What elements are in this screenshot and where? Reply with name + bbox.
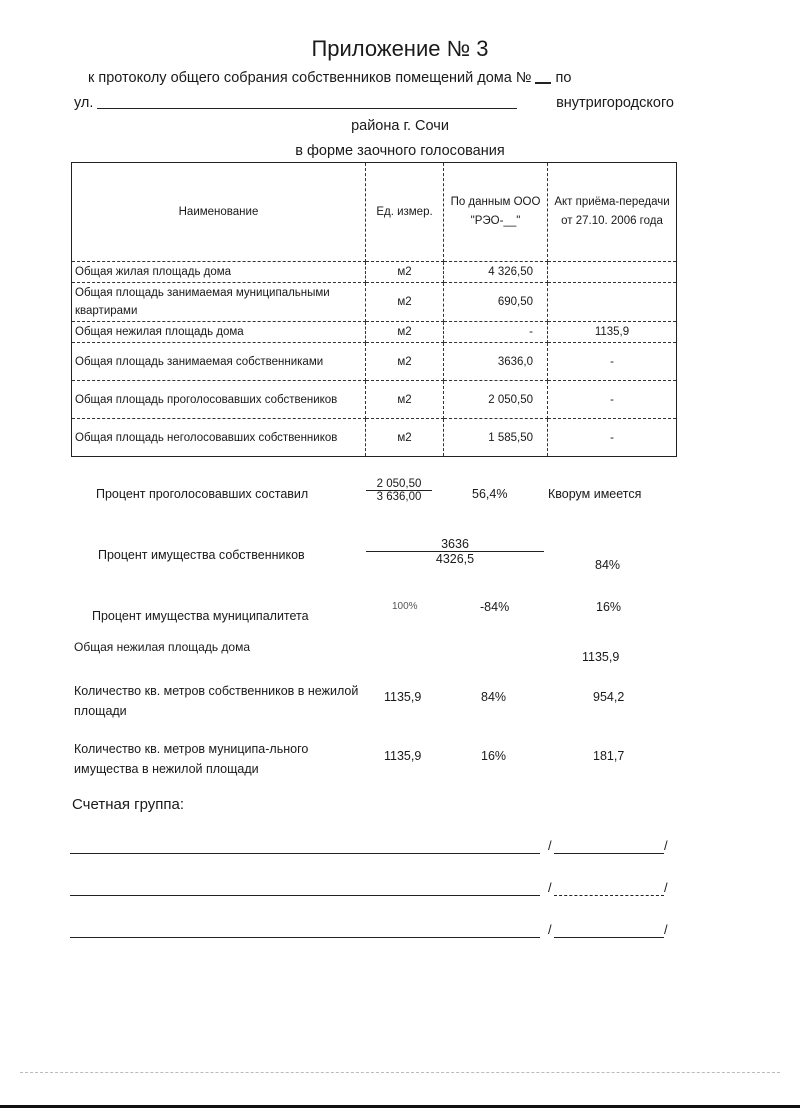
owners-sqm-pct: 84% [481, 690, 507, 704]
voted-result: 56,4% [472, 487, 508, 501]
row-act-value [548, 262, 677, 283]
row-unit: м2 [366, 262, 444, 283]
signature-slash-close: / [664, 922, 668, 937]
municipal-sqm-pct: 16% [481, 749, 507, 763]
row-name: Общая площадь проголосовавших собствеников [72, 381, 366, 419]
signature-sign-line[interactable] [554, 853, 664, 854]
house-number-blank[interactable] [535, 82, 551, 84]
signature-name-line[interactable] [70, 895, 540, 896]
signature-sign-line[interactable] [554, 937, 664, 938]
header-line-2 [74, 95, 674, 111]
row-act-value: - [548, 343, 677, 381]
owners-sqm-label: Количество кв. метров собственников в нежилой площади [74, 684, 359, 718]
municipal-share-minus: -84% [480, 600, 510, 614]
row-name: Общая площадь занимаемая собственниками [72, 343, 366, 381]
owners-sqm-base: 1135,9 [384, 690, 422, 704]
owners-share-label: Процент имущества собственников [98, 548, 305, 562]
table-row [72, 419, 677, 457]
row-name: Общая жилая площадь дома [72, 262, 366, 283]
signature-name-line[interactable] [70, 853, 540, 854]
row-name: Общая площадь неголосовавших собственников [72, 419, 366, 457]
voted-numerator: 2 050,50 [366, 478, 432, 491]
street-prefix: ул. [74, 95, 94, 111]
table-row [72, 262, 677, 283]
row-reo-value: 2 050,50 [444, 381, 548, 419]
column-header-unit: Ед. измер. [366, 163, 444, 262]
header-line-4: в форме заочного голосования [295, 143, 505, 159]
row-act-value: - [548, 419, 677, 457]
column-header-name: Наименование [72, 163, 366, 262]
counting-group-title: Счетная группа: [72, 796, 185, 813]
row-name: Общая площадь занимаемая муниципальными квартирами [72, 283, 366, 322]
row-reo-value: 3636,0 [444, 343, 548, 381]
table-row [72, 381, 677, 419]
table-header-row [72, 163, 677, 262]
owners-share-result: 84% [595, 558, 621, 572]
row-unit: м2 [366, 343, 444, 381]
signature-slash-close: / [664, 880, 668, 895]
header-line-1-text: к протоколу общего собрания собственников помещений дома № [88, 70, 532, 86]
page-bottom-edge [0, 1105, 800, 1108]
header-line-2-tail: внутригородского [556, 95, 674, 111]
scan-artifact-line [20, 1072, 780, 1073]
row-reo-value: 4 326,50 [444, 262, 548, 283]
signature-row [70, 878, 670, 898]
row-reo-value: 1 585,50 [444, 419, 548, 457]
signature-row [70, 920, 670, 940]
row-act-value: 1135,9 [548, 322, 677, 343]
row-act-value: - [548, 381, 677, 419]
municipal-sqm-label: Количество кв. метров муниципа-льного имущества в нежилой площади [74, 742, 309, 776]
nonresidential-value: 1135,9 [582, 650, 620, 664]
row-unit: м2 [366, 419, 444, 457]
signature-slash-open: / [548, 880, 552, 895]
row-reo-value: - [444, 322, 548, 343]
signature-slash-open: / [548, 922, 552, 937]
owners-sqm-result: 954,2 [593, 690, 625, 704]
municipal-sqm-base: 1135,9 [384, 749, 422, 763]
column-header-reo: По данным ООО "РЭО-__" [444, 163, 548, 262]
owners-share-fraction [366, 537, 544, 566]
row-name: Общая нежилая площадь дома [72, 322, 366, 343]
signature-row [70, 836, 670, 856]
nonresidential-label: Общая нежилая площадь дома [74, 640, 251, 654]
signature-slash-close: / [664, 838, 668, 853]
header-line-1-tail: по [555, 70, 572, 86]
street-blank[interactable] [97, 108, 517, 109]
document-title: Приложение № 3 [311, 36, 489, 61]
table-row [72, 343, 677, 381]
row-reo-value: 690,50 [444, 283, 548, 322]
quorum-status: Кворум имеется [548, 487, 642, 501]
column-header-act: Акт приёма-передачи от 27.10. 2006 года [548, 163, 677, 262]
municipal-share-total: 100% [392, 601, 418, 612]
row-act-value [548, 283, 677, 322]
municipal-sqm-result: 181,7 [593, 749, 625, 763]
owners-share-numerator: 3636 [366, 537, 544, 552]
row-unit: м2 [366, 322, 444, 343]
signature-slash-open: / [548, 838, 552, 853]
municipal-share-result: 16% [596, 600, 622, 614]
row-unit: м2 [366, 381, 444, 419]
signature-sign-line[interactable] [554, 895, 664, 896]
owners-share-denominator: 4326,5 [435, 552, 475, 566]
table-row [72, 322, 677, 343]
voted-fraction [366, 478, 432, 503]
signature-name-line[interactable] [70, 937, 540, 938]
municipal-share-label: Процент имущества муниципалитета [92, 609, 309, 623]
header-line-1 [88, 70, 668, 86]
voted-denominator: 3 636,00 [376, 491, 422, 503]
area-table [71, 162, 677, 457]
header-line-3: района г. Сочи [351, 118, 449, 134]
table-row [72, 283, 677, 322]
row-unit: м2 [366, 283, 444, 322]
voted-label: Процент проголосовавших составил [96, 487, 309, 501]
